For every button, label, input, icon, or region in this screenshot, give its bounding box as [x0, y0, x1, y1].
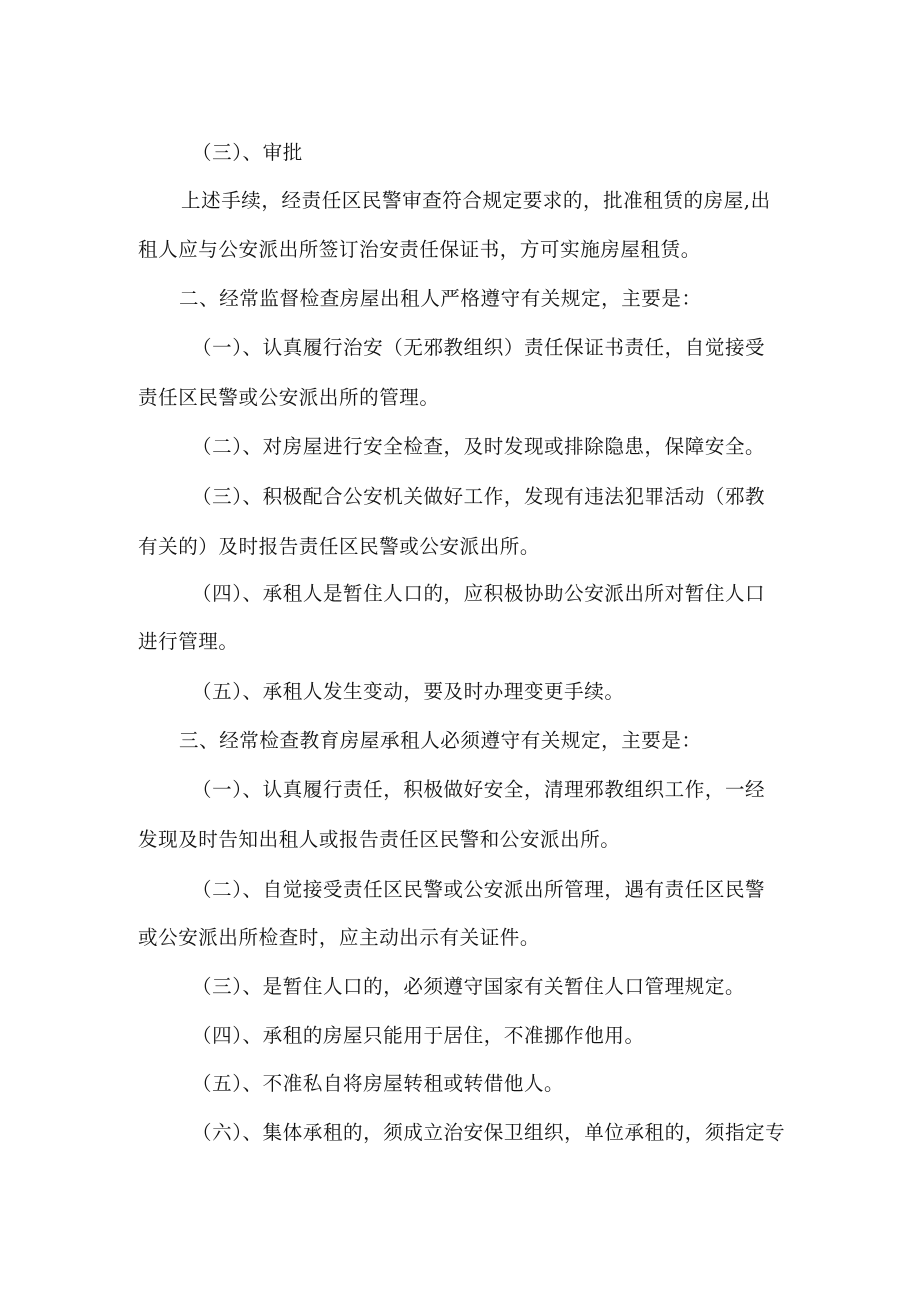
list-item: （五）、承租人发生变动，要及时办理变更手续。	[192, 680, 625, 703]
paragraph-line: 租人应与公安派出所签订治安责任保证书，方可实施房屋租赁。	[138, 238, 701, 261]
paragraph-line: 有关的）及时报告责任区民警或公安派出所。	[138, 535, 541, 558]
paragraph-line: 或公安派出所检查时，应主动出示有关证件。	[138, 926, 541, 949]
list-item: （四）、承租人是暂住人口的，应积极协助公安派出所对暂住人口	[192, 582, 766, 605]
list-item: （五）、不准私自将房屋转租或转借他人。	[192, 1072, 565, 1095]
paragraph-line: 发现及时告知出租人或报告责任区民警和公安派出所。	[138, 828, 621, 851]
list-item: （三）、积极配合公安机关做好工作，发现有违法犯罪活动（邪教	[192, 485, 766, 508]
paragraph-line: 上述手续，经责任区民警审查符合规定要求的，批准租赁的房屋,出	[181, 189, 771, 212]
list-item: （一）、认真履行治安（无邪教组织）责任保证书责任，自觉接受	[192, 336, 766, 359]
list-item: （二）、自觉接受责任区民警或公安派出所管理，遇有责任区民警	[192, 878, 766, 901]
paragraph-line: 责任区民警或公安派出所的管理。	[138, 386, 440, 409]
list-item: （二）、对房屋进行安全检查，及时发现或排除隐患，保障安全。	[192, 435, 766, 458]
list-item: （三）、是暂住人口的，必须遵守国家有关暂住人口管理规定。	[192, 975, 746, 998]
list-item: （六）、集体承租的，须成立治安保卫组织，单位承租的，须指定专	[192, 1121, 786, 1144]
section-heading-tenant-duties: 三、经常检查教育房屋承租人必须遵守有关规定，主要是：	[179, 729, 702, 752]
section-heading-approval: （三）、审批	[192, 141, 303, 164]
list-item: （一）、认真履行责任，积极做好安全，清理邪教组织工作，一经	[192, 778, 766, 801]
section-heading-landlord-duties: 二、经常监督检查房屋出租人严格遵守有关规定，主要是：	[179, 287, 702, 310]
paragraph-line: 进行管理。	[138, 630, 239, 653]
list-item: （四）、承租的房屋只能用于居住，不准挪作他用。	[192, 1024, 645, 1047]
